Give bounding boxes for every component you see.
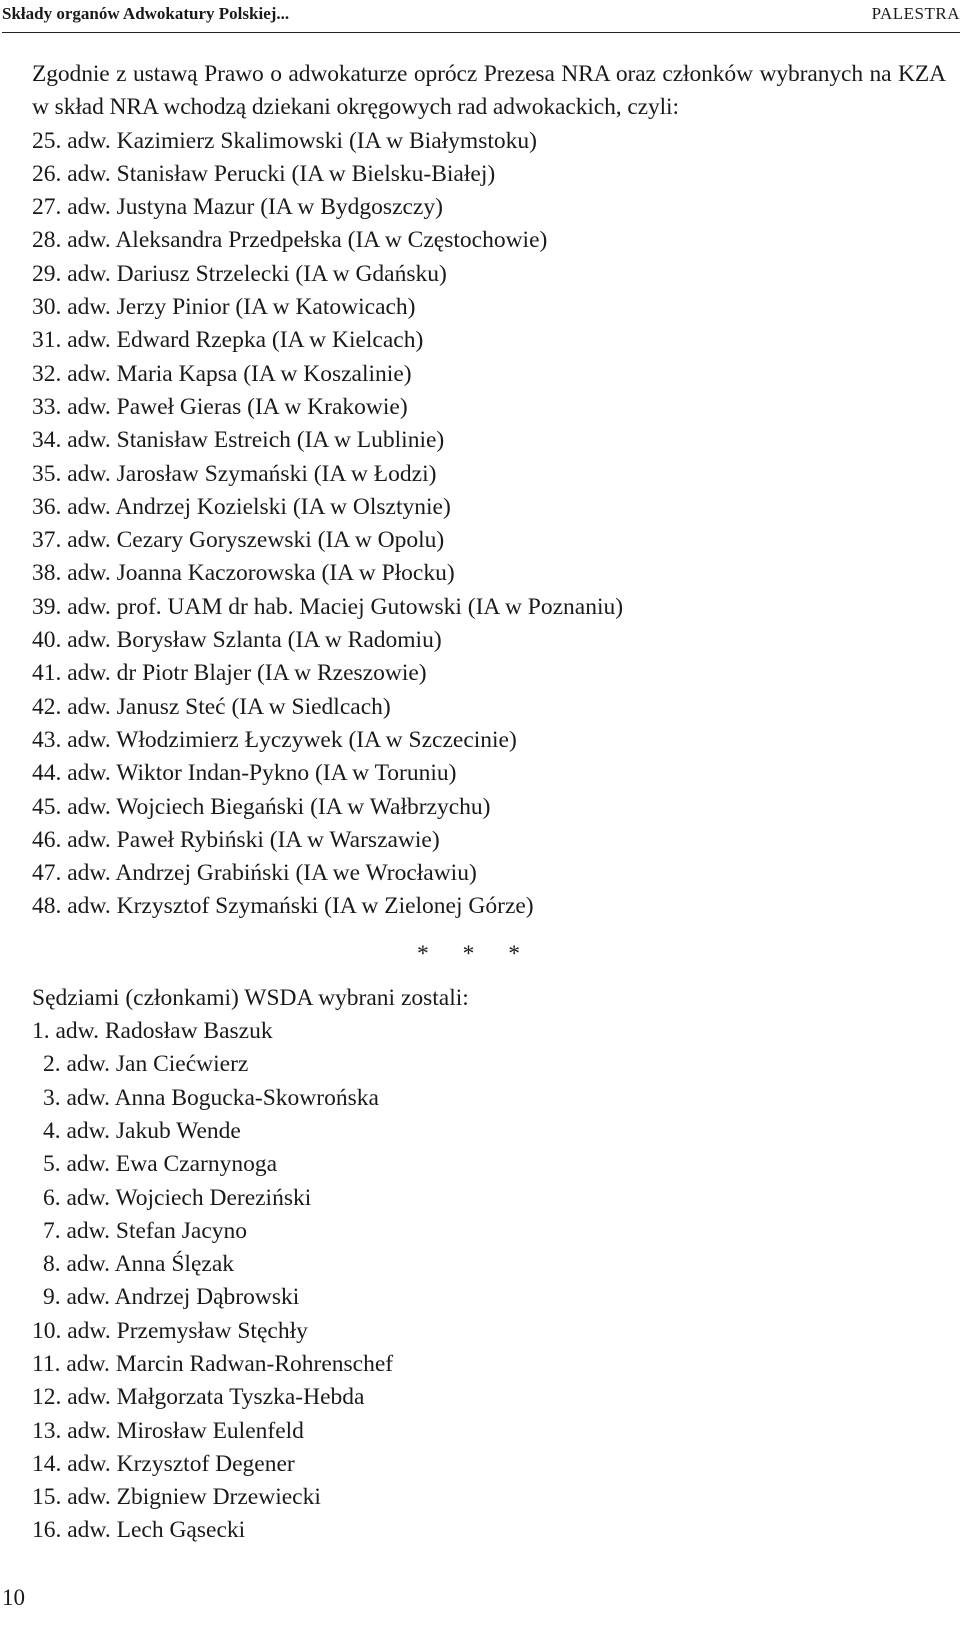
list-item: 37. adw. Cezary Goryszewski (IA w Opolu) bbox=[32, 527, 445, 554]
intro-paragraph: Zgodnie z ustawą Prawo o adwokaturze oprócz Prezesa NRA oraz członków wybranych na KZA w skład NRA wchodzą dziekani okręgowych rad adwokackich, czyli: bbox=[32, 61, 946, 121]
list-item: 10. adw. Przemysław Stęchły bbox=[32, 1317, 308, 1344]
section-separator: * * * bbox=[417, 940, 534, 967]
list-item: 35. adw. Jarosław Szymański (IA w Łodzi) bbox=[32, 460, 437, 487]
list-item: 8. adw. Anna Ślęzak bbox=[43, 1251, 234, 1278]
list-item: 31. adw. Edward Rzepka (IA w Kielcach) bbox=[32, 327, 424, 354]
list-item: 38. adw. Joanna Kaczorowska (IA w Płocku) bbox=[32, 560, 455, 587]
list-item: 43. adw. Włodzimierz Łyczywek (IA w Szczecinie) bbox=[32, 726, 517, 753]
list-item: 26. adw. Stanisław Perucki (IA w Bielsku-Białej) bbox=[32, 160, 496, 187]
running-header bbox=[2, 0, 960, 33]
list-item: 6. adw. Wojciech Dereziński bbox=[43, 1184, 312, 1211]
list-item: 11. adw. Marcin Radwan-Rohrenschef bbox=[32, 1350, 394, 1377]
list-item: 46. adw. Paweł Rybiński (IA w Warszawie) bbox=[32, 826, 440, 853]
page-number: 10 bbox=[2, 1585, 25, 1610]
list-item: 3. adw. Anna Bogucka-Skowrońska bbox=[43, 1084, 379, 1111]
judges-list bbox=[32, 1015, 952, 1548]
list-item: 42. adw. Janusz Steć (IA w Siedlcach) bbox=[32, 693, 391, 720]
list-item: 40. adw. Borysław Szlanta (IA w Radomiu) bbox=[32, 627, 442, 654]
list-item: 48. adw. Krzysztof Szymański (IA w Zielonej Górze) bbox=[32, 893, 534, 920]
list-item: 36. adw. Andrzej Kozielski (IA w Olsztynie) bbox=[32, 493, 451, 520]
list-item: 25. adw. Kazimierz Skalimowski (IA w Białymstoku) bbox=[32, 127, 537, 154]
journal-name: PALESTRA bbox=[871, 4, 960, 23]
list-item: 28. adw. Aleksandra Przedpełska (IA w Częstochowie) bbox=[32, 227, 548, 254]
list-item: 45. adw. Wojciech Biegański (IA w Wałbrzychu) bbox=[32, 793, 491, 820]
list-item: 13. adw. Mirosław Eulenfeld bbox=[32, 1417, 304, 1444]
list-item: 33. adw. Paweł Gieras (IA w Krakowie) bbox=[32, 393, 408, 420]
list-item: 15. adw. Zbigniew Drzewiecki bbox=[32, 1484, 321, 1511]
page-body bbox=[32, 58, 952, 1548]
list-item: 41. adw. dr Piotr Blajer (IA w Rzeszowie) bbox=[32, 660, 427, 687]
list-item: 9. adw. Andrzej Dąbrowski bbox=[43, 1284, 300, 1311]
section-heading: Sędziami (członkami) WSDA wybrani zostali: bbox=[32, 984, 469, 1011]
list-item: 34. adw. Stanisław Estreich (IA w Lublinie) bbox=[32, 427, 445, 454]
list-item: 39. adw. prof. UAM dr hab. Maciej Gutowski (IA w Poznaniu) bbox=[32, 593, 624, 620]
list-item: 1. adw. Radosław Baszuk bbox=[32, 1018, 273, 1045]
running-header-title: Składy organów Adwokatury Polskiej... bbox=[2, 4, 290, 23]
list-item: 32. adw. Maria Kapsa (IA w Koszalinie) bbox=[32, 360, 412, 387]
list-item: 16. adw. Lech Gąsecki bbox=[32, 1517, 246, 1544]
list-item: 4. adw. Jakub Wende bbox=[43, 1117, 241, 1144]
list-item: 44. adw. Wiktor Indan-Pykno (IA w Toruniu) bbox=[32, 760, 457, 787]
list-item: 7. adw. Stefan Jacyno bbox=[43, 1217, 248, 1244]
list-item: 29. adw. Dariusz Strzelecki (IA w Gdańsku) bbox=[32, 260, 447, 287]
list-item: 27. adw. Justyna Mazur (IA w Bydgoszczy) bbox=[32, 194, 443, 221]
list-item: 47. adw. Andrzej Grabiński (IA we Wrocławiu) bbox=[32, 860, 477, 887]
list-item: 30. adw. Jerzy Pinior (IA w Katowicach) bbox=[32, 294, 416, 321]
list-item: 12. adw. Małgorzata Tyszka-Hebda bbox=[32, 1384, 365, 1411]
deans-list bbox=[32, 125, 952, 924]
list-item: 5. adw. Ewa Czarnynoga bbox=[43, 1151, 278, 1178]
list-item: 2. adw. Jan Ciećwierz bbox=[43, 1051, 249, 1078]
list-item: 14. adw. Krzysztof Degener bbox=[32, 1450, 295, 1477]
